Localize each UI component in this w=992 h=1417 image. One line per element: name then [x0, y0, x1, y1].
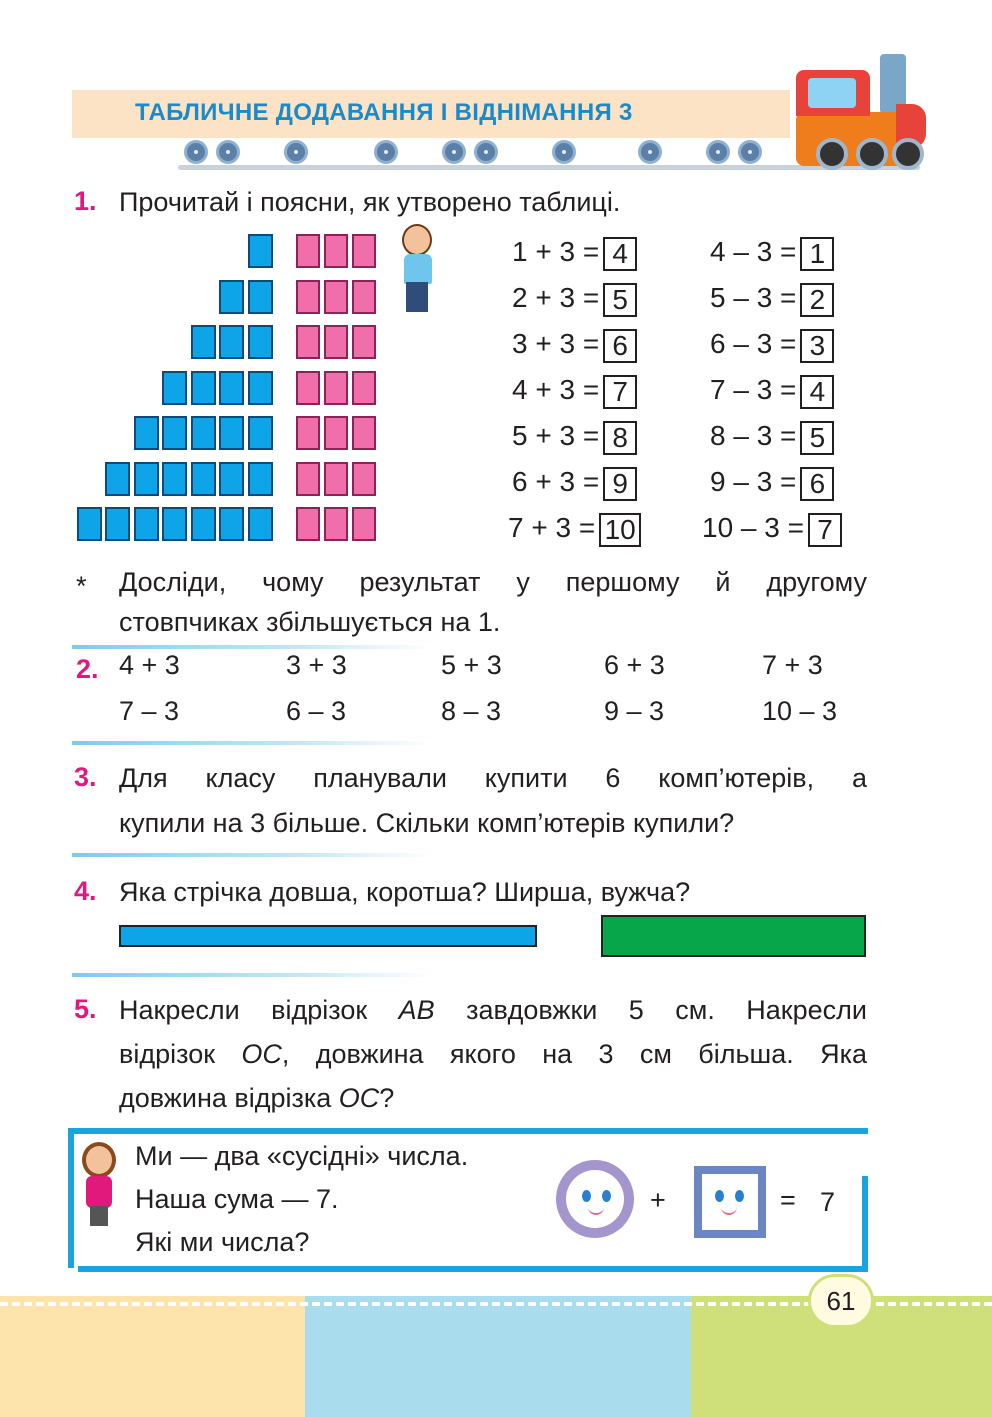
pink-block [352, 280, 376, 314]
task2-expression: 4 + 3 [119, 650, 180, 680]
blue-block [248, 416, 273, 450]
rail-wheel-icon [184, 140, 208, 164]
blue-block [105, 462, 130, 496]
task5-number: 5. [74, 994, 97, 1024]
equation-row [508, 512, 641, 547]
equation-expression: 7 – 3 = [710, 374, 797, 405]
answer-box: 10 [599, 513, 641, 547]
blue-block [162, 462, 187, 496]
equation-row [710, 282, 834, 317]
equation-expression: 7 + 3 = [508, 512, 596, 543]
blue-block [219, 280, 244, 314]
pink-block [324, 234, 348, 268]
answer-box: 1 [800, 237, 834, 271]
puzzle-line-2: Наша сума — 7. [135, 1184, 339, 1214]
answer-box: 7 [808, 513, 842, 547]
pink-block [352, 507, 376, 541]
ribbon-short-wide [601, 915, 866, 957]
rail-wheel-icon [216, 140, 240, 164]
page-title: ТАБЛИЧНЕ ДОДАВАННЯ І ВІДНІМАННЯ 3 [135, 99, 633, 126]
equals-sign: = [780, 1185, 796, 1215]
pink-block [296, 325, 320, 359]
pink-block [324, 416, 348, 450]
blue-block [248, 234, 273, 268]
equation-row [512, 282, 637, 317]
rail-wheel-icon [706, 140, 730, 164]
task2-expression: 7 + 3 [762, 650, 823, 680]
blue-block [191, 507, 216, 541]
equation-expression: 5 – 3 = [710, 282, 797, 313]
separator [72, 741, 432, 745]
task2-number: 2. [76, 654, 99, 684]
separator [72, 973, 432, 977]
equation-row [710, 466, 834, 501]
equation-expression: 10 – 3 = [702, 512, 804, 543]
blue-block [134, 416, 159, 450]
separator [72, 645, 432, 649]
task4-text: Яка стрічка довша, коротша? Ширша, вужча? [119, 877, 691, 907]
equation-expression: 5 + 3 = [512, 420, 600, 451]
blue-block [219, 325, 244, 359]
ribbon-long-narrow [119, 925, 537, 947]
task3-number: 3. [74, 762, 97, 792]
task3-line-1: Для класу планували купити 6 комп’ютерів, а [119, 763, 867, 793]
equation-expression: 8 – 3 = [710, 420, 797, 451]
task2-expression: 6 + 3 [604, 650, 665, 680]
puzzle-frame-bottom [78, 1266, 868, 1272]
blue-block [77, 507, 102, 541]
blue-block [248, 371, 273, 405]
pink-block [352, 325, 376, 359]
pink-block [324, 325, 348, 359]
answer-box: 8 [603, 421, 637, 455]
puzzle-frame-right [862, 1176, 868, 1268]
equation-row [512, 328, 637, 363]
blue-block [134, 462, 159, 496]
equation-row [710, 374, 834, 409]
task2-expression: 5 + 3 [441, 650, 502, 680]
star-mark: * [76, 571, 87, 601]
answer-box: 9 [603, 467, 637, 501]
footer-band-blue [305, 1296, 691, 1417]
task2-expression: 8 – 3 [441, 696, 502, 726]
answer-box: 4 [603, 237, 637, 271]
task2-expression: 10 – 3 [762, 696, 838, 726]
equation-expression: 4 – 3 = [710, 236, 797, 267]
equation-row [710, 328, 834, 363]
answer-box: 6 [800, 467, 834, 501]
pink-block [352, 416, 376, 450]
task1-text: Прочитай і поясни, як утворено таблиці. [119, 187, 621, 217]
task5-line-1: Накресли відрізок АВ завдовжки 5 см. Накресли [119, 995, 867, 1025]
rail-wheel-icon [374, 140, 398, 164]
pink-block [324, 280, 348, 314]
blue-block [248, 325, 273, 359]
task5-line-2: відрізок ОС, довжина якого на 3 см більша. Яка [119, 1039, 867, 1069]
rail-wheel-icon [738, 140, 762, 164]
task2-expression: 3 + 3 [286, 650, 347, 680]
puzzle-line-1: Ми — два «сусідні» числа. [135, 1141, 469, 1171]
pink-block [324, 462, 348, 496]
task5-line-3: довжина відрізка ОС? [119, 1083, 395, 1113]
task1-number: 1. [74, 186, 97, 216]
blue-block [219, 462, 244, 496]
blue-block [191, 462, 216, 496]
blue-block [219, 371, 244, 405]
pink-block [296, 462, 320, 496]
page-number: 61 [808, 1274, 874, 1328]
task4-number: 4. [74, 876, 97, 906]
equation-row [702, 512, 842, 547]
task2-expression: 7 – 3 [119, 696, 180, 726]
puzzle-line-3: Які ми числа? [135, 1227, 310, 1257]
equation-row [512, 420, 637, 455]
answer-box: 6 [603, 329, 637, 363]
pink-block [352, 462, 376, 496]
task2-expression: 6 – 3 [286, 696, 347, 726]
pink-block [352, 234, 376, 268]
task3-line-2: купили на 3 більше. Скільки комп’ютерів купили? [119, 808, 735, 838]
blue-block [219, 416, 244, 450]
plus-sign: + [650, 1185, 666, 1215]
equation-expression: 6 + 3 = [512, 466, 600, 497]
blue-block [134, 507, 159, 541]
pink-block [296, 416, 320, 450]
equation-expression: 3 + 3 = [512, 328, 600, 359]
equation-row [710, 236, 834, 271]
blue-block [248, 507, 273, 541]
pink-block [352, 371, 376, 405]
pink-block [296, 507, 320, 541]
rail-wheel-icon [442, 140, 466, 164]
rail-wheel-icon [284, 140, 308, 164]
rail-wheel-icon [474, 140, 498, 164]
blue-block [162, 416, 187, 450]
blue-block [162, 507, 187, 541]
star-line-2: стовпчиках збільшується на 1. [119, 607, 501, 637]
blue-block [191, 325, 216, 359]
equation-expression: 2 + 3 = [512, 282, 600, 313]
equation-row [710, 420, 834, 455]
equation-row [512, 466, 637, 501]
answer-box: 5 [603, 283, 637, 317]
pink-block [324, 507, 348, 541]
rail-wheel-icon [638, 140, 662, 164]
puzzle-sum: 7 [820, 1187, 836, 1217]
answer-box: 2 [800, 283, 834, 317]
answer-box: 4 [800, 375, 834, 409]
equation-row [512, 374, 637, 409]
star-line-1: Досліди, чому результат у першому й другому [119, 567, 867, 597]
answer-box: 5 [800, 421, 834, 455]
equation-expression: 9 – 3 = [710, 466, 797, 497]
pink-block [324, 371, 348, 405]
pink-block [296, 371, 320, 405]
blue-block [248, 462, 273, 496]
equation-expression: 4 + 3 = [512, 374, 600, 405]
answer-box: 3 [800, 329, 834, 363]
blue-block [191, 371, 216, 405]
blue-block [105, 507, 130, 541]
pink-block [296, 234, 320, 268]
equation-expression: 6 – 3 = [710, 328, 797, 359]
blue-block [162, 371, 187, 405]
blue-block [248, 280, 273, 314]
equation-expression: 1 + 3 = [512, 236, 600, 267]
footer-band-orange [0, 1296, 305, 1417]
rail-wheel-icon [552, 140, 576, 164]
equation-row [512, 236, 637, 271]
pink-block [296, 280, 320, 314]
answer-box: 7 [603, 375, 637, 409]
task2-expression: 9 – 3 [604, 696, 665, 726]
blue-block [219, 507, 244, 541]
separator [72, 853, 432, 857]
blue-block [191, 416, 216, 450]
